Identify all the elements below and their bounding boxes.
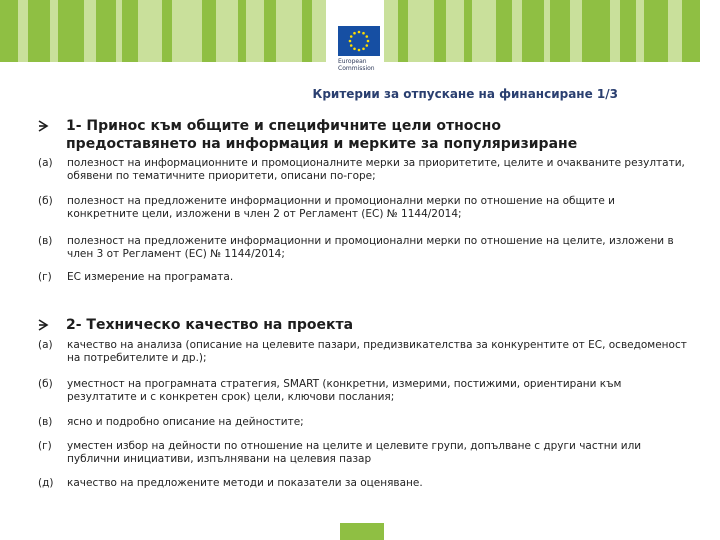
header-stripe	[84, 0, 96, 62]
green-stripes-left	[0, 0, 336, 62]
header-stripe	[570, 0, 582, 62]
flag-star	[367, 40, 370, 43]
flag-star	[353, 47, 356, 50]
item-text: уместност на програмната стратегия, SMART (конкретни, измерими, постижими, ориентирани към резултатите и с конкретен срок) цели, ключови послания;	[67, 378, 622, 403]
header-stripe	[620, 0, 636, 62]
header-stripe	[496, 0, 512, 62]
header-stripe	[216, 0, 238, 62]
arrow-bullet-icon	[38, 117, 52, 135]
header-stripe	[472, 0, 496, 62]
header-stripe	[384, 0, 398, 62]
item-marker: (а)	[38, 157, 53, 169]
item-marker: (б)	[38, 195, 53, 207]
eu-flag-icon	[338, 26, 380, 56]
item-text: полезност на предложените информационни и промоционални мерки по отношение на целите, изложени в член 3 от Регламент (ЕС) № 1144/2014;	[67, 235, 674, 260]
footer-accent-bar	[340, 523, 384, 540]
item-marker: (в)	[38, 235, 53, 247]
header-stripe	[264, 0, 276, 62]
header-stripe	[512, 0, 522, 62]
header-stripe	[18, 0, 28, 62]
flag-star	[358, 31, 361, 34]
flag-star	[350, 44, 353, 47]
section-2-heading: 2- Техническо качество на проекта	[38, 316, 698, 334]
header-stripe	[138, 0, 162, 62]
header-stripe	[96, 0, 116, 62]
header-stripe	[172, 0, 202, 62]
header-stripe	[312, 0, 326, 62]
header-stripe	[28, 0, 50, 62]
item-text: ясно и подробно описание на дейностите;	[67, 416, 304, 428]
flag-star	[358, 49, 361, 52]
header-stripe	[0, 0, 18, 62]
flag-star	[365, 44, 368, 47]
header-stripe	[398, 0, 408, 62]
header-stripe	[50, 0, 58, 62]
header-stripe	[408, 0, 434, 62]
logo-text: European Commission	[338, 58, 375, 72]
flag-star	[350, 35, 353, 38]
list-item	[38, 477, 688, 490]
item-text: качество на анализа (описание на целевите пазари, предизвикателства за конкурентите от ЕС, осведоменост на потребителите и др.);	[67, 339, 687, 364]
item-marker: (г)	[38, 440, 52, 452]
header-stripe	[446, 0, 464, 62]
header-stripe	[610, 0, 620, 62]
flag-star	[353, 32, 356, 35]
slide-title: Критерии за отпускане на финансиране 1/3	[312, 87, 618, 101]
header-stripe	[276, 0, 302, 62]
flag-star	[362, 47, 365, 50]
header-stripe	[238, 0, 246, 62]
header-stripe	[122, 0, 138, 62]
item-text: уместен избор на дейности по отношение на целите и целевите групи, допълване с други частни или публични инициативи, изпълнявани на целевия пазар	[67, 440, 642, 465]
header-band	[0, 0, 720, 72]
green-stripes-right	[384, 0, 720, 62]
list-item	[38, 157, 688, 183]
header-stripe	[302, 0, 312, 62]
header-stripe	[668, 0, 682, 62]
european-commission-logo	[334, 2, 384, 78]
item-text: качество на предложените методи и показатели за оценяване.	[67, 477, 423, 489]
header-stripe	[582, 0, 610, 62]
item-marker: (б)	[38, 378, 53, 390]
item-text: полезност на информационните и промоционалните мерки за приоритетите, целите и очакваните резултати, обявени по тематичните приоритети, описани по-горе;	[67, 157, 685, 182]
item-marker: (а)	[38, 339, 53, 351]
header-stripe	[636, 0, 644, 62]
flag-star	[365, 35, 368, 38]
list-item	[38, 235, 688, 261]
item-text: ЕС измерение на програмата.	[67, 271, 234, 283]
header-stripe	[550, 0, 570, 62]
header-stripe	[682, 0, 700, 62]
header-stripe	[202, 0, 216, 62]
list-item	[38, 440, 688, 466]
list-item	[38, 195, 688, 221]
header-stripe	[644, 0, 668, 62]
header-stripe	[434, 0, 446, 62]
header-stripe	[522, 0, 544, 62]
item-marker: (в)	[38, 416, 53, 428]
flag-star	[362, 32, 365, 35]
flag-star	[349, 40, 352, 43]
item-text: полезност на предложените информационни и промоционални мерки по отношение на общите и конкретните цели, изложени в член 2 от Регламент (ЕС) № 1144/2014;	[67, 195, 615, 220]
list-item	[38, 416, 688, 429]
item-marker: (г)	[38, 271, 52, 283]
list-item	[38, 378, 688, 404]
item-marker: (д)	[38, 477, 54, 489]
list-item	[38, 339, 688, 365]
header-stripe	[464, 0, 472, 62]
header-stripe	[58, 0, 84, 62]
section-1-heading: 1- Принос към общите и специфичните цели относно предоставянето на информация и мерките за популяризиране	[38, 117, 698, 153]
list-item	[38, 271, 688, 284]
header-stripe	[162, 0, 172, 62]
header-stripe	[246, 0, 264, 62]
arrow-bullet-icon	[38, 316, 52, 334]
